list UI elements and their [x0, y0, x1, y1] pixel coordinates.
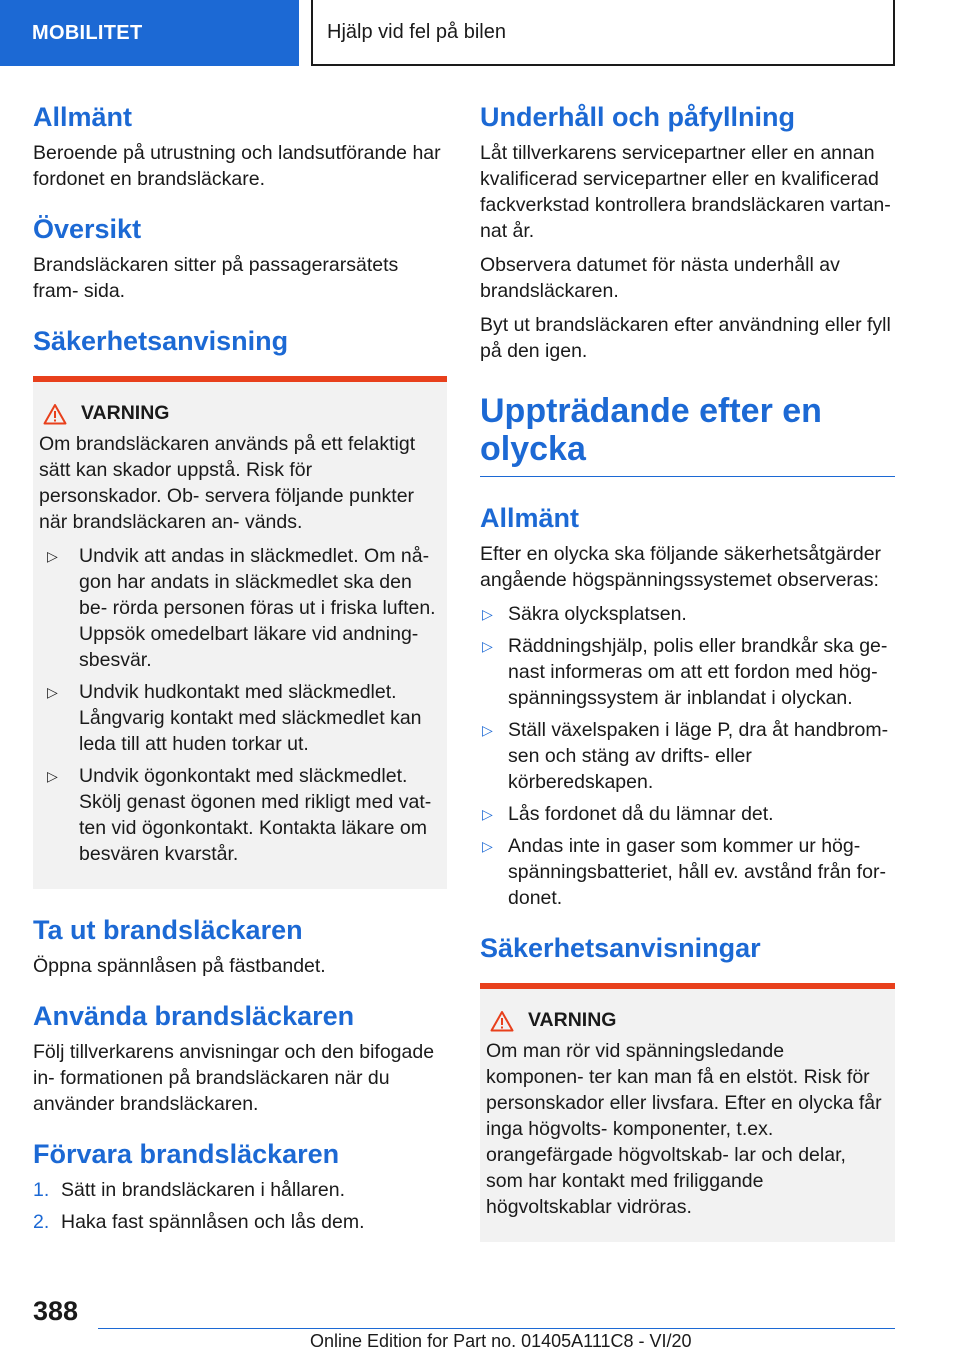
heading-anvanda: Använda brandsläckaren: [33, 1001, 355, 1031]
section-uppt: [480, 392, 895, 477]
section-sakerhet: [33, 322, 447, 889]
heading-uppt: Uppträdande efter en olycka: [480, 392, 895, 477]
list-item-text: Säkra olycksplatsen.: [508, 603, 687, 625]
section-tab[interactable]: [0, 0, 299, 66]
page-number: 388: [33, 1296, 79, 1326]
list-item-text: Undvik att andas in släckmedlet. Om nå- gon har andats in släckmedlet ska den be- rörda personen föras ut i friska luften. Uppsök omedelbart läkare vid andning- sbesvär.: [79, 545, 436, 671]
text-allmant: Beroende på utrustning och landsutförande har fordonet en brandsläckare.: [33, 142, 441, 190]
heading-allmant: Allmänt: [33, 102, 133, 132]
text-anvanda: Följ tillverkarens anvisningar och den bifogade in- formationen på brandsläckaren när du använder brandsläckaren.: [33, 1041, 435, 1115]
step-item: [33, 1209, 447, 1235]
triangle-bullet-icon: ▷: [482, 806, 493, 822]
list-item-text: Räddningshjälp, polis eller brandkår ska ge- nast informeras om att ett fordon med hög- spänningssystem är inblandat i olyckan.: [508, 635, 888, 709]
warning-label: VARNING: [81, 402, 170, 424]
section-allmant: [33, 98, 447, 192]
text-underhall-3: Byt ut brandsläckaren efter användning eller fyll på den igen.: [480, 314, 891, 362]
warning-list: [39, 543, 439, 867]
heading-allmant-2: Allmänt: [480, 503, 580, 533]
heading-oversikt: Översikt: [33, 214, 142, 244]
list-item: [480, 633, 895, 711]
list-item: [480, 601, 895, 627]
list-item: [480, 801, 895, 827]
triangle-bullet-icon: ▷: [482, 838, 493, 854]
section-oversikt: [33, 210, 447, 304]
list-item-text: Undvik ögonkontakt med släckmedlet. Skölj genast ögonen med rikligt med vat- ten vid ögonkontakt. Kontakta läkare om besvären kvarstår.: [79, 765, 432, 865]
warning-box-2: [480, 983, 895, 1242]
heading-forvara: Förvara brandsläckaren: [33, 1139, 340, 1169]
step-text: Sätt in brandsläckaren i hållaren.: [61, 1179, 345, 1201]
triangle-bullet-icon: ▷: [482, 606, 493, 622]
right-column: [480, 98, 895, 1264]
section-anvanda: [33, 997, 447, 1117]
list-item-text: Undvik hudkontakt med släckmedlet. Långvarig kontakt med släckmedlet kan leda till att huden torkar ut.: [79, 681, 422, 755]
footer-edition: Online Edition for Part no. 01405A111C8 - VI/20: [310, 1331, 692, 1351]
steps-list: [33, 1177, 447, 1235]
warning-triangle-icon: [490, 1010, 514, 1032]
step-text: Haka fast spännlåsen och lås dem.: [61, 1211, 365, 1233]
section-sakerhet-2: [480, 929, 895, 1242]
heading-underhall: Underhåll och påfyllning: [480, 102, 796, 132]
list-item-text: Lås fordonet då du lämnar det.: [508, 803, 774, 825]
triangle-bullet-icon: ▷: [47, 684, 58, 700]
heading-sakerhet: Säkerhetsanvisning: [33, 326, 289, 356]
list-item-text: Andas inte in gaser som kommer ur hög- spänningsbatteriet, håll ev. avstånd från for- donet.: [508, 835, 886, 909]
warning-triangle-icon: [43, 403, 67, 425]
section-tab-label: MOBILITET: [32, 21, 143, 44]
footer-divider: [98, 1328, 895, 1329]
heading-sakerhet-2: Säkerhetsanvisningar: [480, 933, 761, 963]
list-item: [39, 763, 439, 867]
left-column: [33, 98, 447, 1253]
section-allmant-2: [480, 499, 895, 911]
triangle-bullet-icon: ▷: [482, 638, 493, 654]
warning-box: [33, 376, 447, 889]
section-forvara: [33, 1135, 447, 1235]
list-item: [480, 717, 895, 795]
section-underhall: [480, 98, 895, 364]
list-item: [480, 833, 895, 911]
chapter-title: [311, 0, 895, 66]
warning-text: Om man rör vid spänningsledande komponen- ter kan man få en elstöt. Risk för personskador eller livsfara. Efter en olycka får inga högvolts- komponenter, t.ex. orangefärgade högvoltskab- lar och delar, som har kontakt med friliggande högvoltskablar vidröras.: [486, 1040, 882, 1218]
warning-title: [486, 1009, 887, 1032]
text-underhall-2: Observera datumet för nästa underhåll av brandsläckaren.: [480, 254, 840, 302]
section-ta-ut: [33, 911, 447, 979]
text-allmant-2: Efter en olycka ska följande säkerhetsåtgärder angående högspänningssystemet observeras:: [480, 543, 882, 591]
text-oversikt: Brandsläckaren sitter på passagerarsätets fram- sida.: [33, 254, 399, 302]
warning-text: Om brandsläckaren används på ett felaktigt sätt kan skador uppstå. Risk för personskador. Ob- servera följande punkter när brandsläckaren an- vänds.: [39, 433, 416, 533]
text-underhall-1: Låt tillverkarens servicepartner eller en annan kvalificerad servicepartner eller en kvalificerad fackverkstad kontrollera brandsläckaren vartan- nat år.: [480, 142, 891, 242]
step-number: 1.: [33, 1179, 50, 1201]
triangle-bullet-icon: ▷: [47, 548, 58, 564]
warning-title: [39, 402, 439, 425]
triangle-bullet-icon: ▷: [47, 768, 58, 784]
heading-ta-ut: Ta ut brandsläckaren: [33, 915, 303, 945]
text-ta-ut: Öppna spännlåsen på fästbandet.: [33, 955, 326, 977]
olycka-list: [480, 601, 895, 911]
step-item: [33, 1177, 447, 1203]
warning-label: VARNING: [528, 1009, 617, 1031]
step-number: 2.: [33, 1211, 50, 1233]
triangle-bullet-icon: ▷: [482, 722, 493, 738]
chapter-title-label: Hjälp vid fel på bilen: [327, 20, 506, 43]
list-item: [39, 543, 439, 673]
list-item-text: Ställ växelspaken i läge P, dra åt handbrom- sen och stäng av drifts- eller körberedskapen.: [508, 719, 889, 793]
list-item: [39, 679, 439, 757]
